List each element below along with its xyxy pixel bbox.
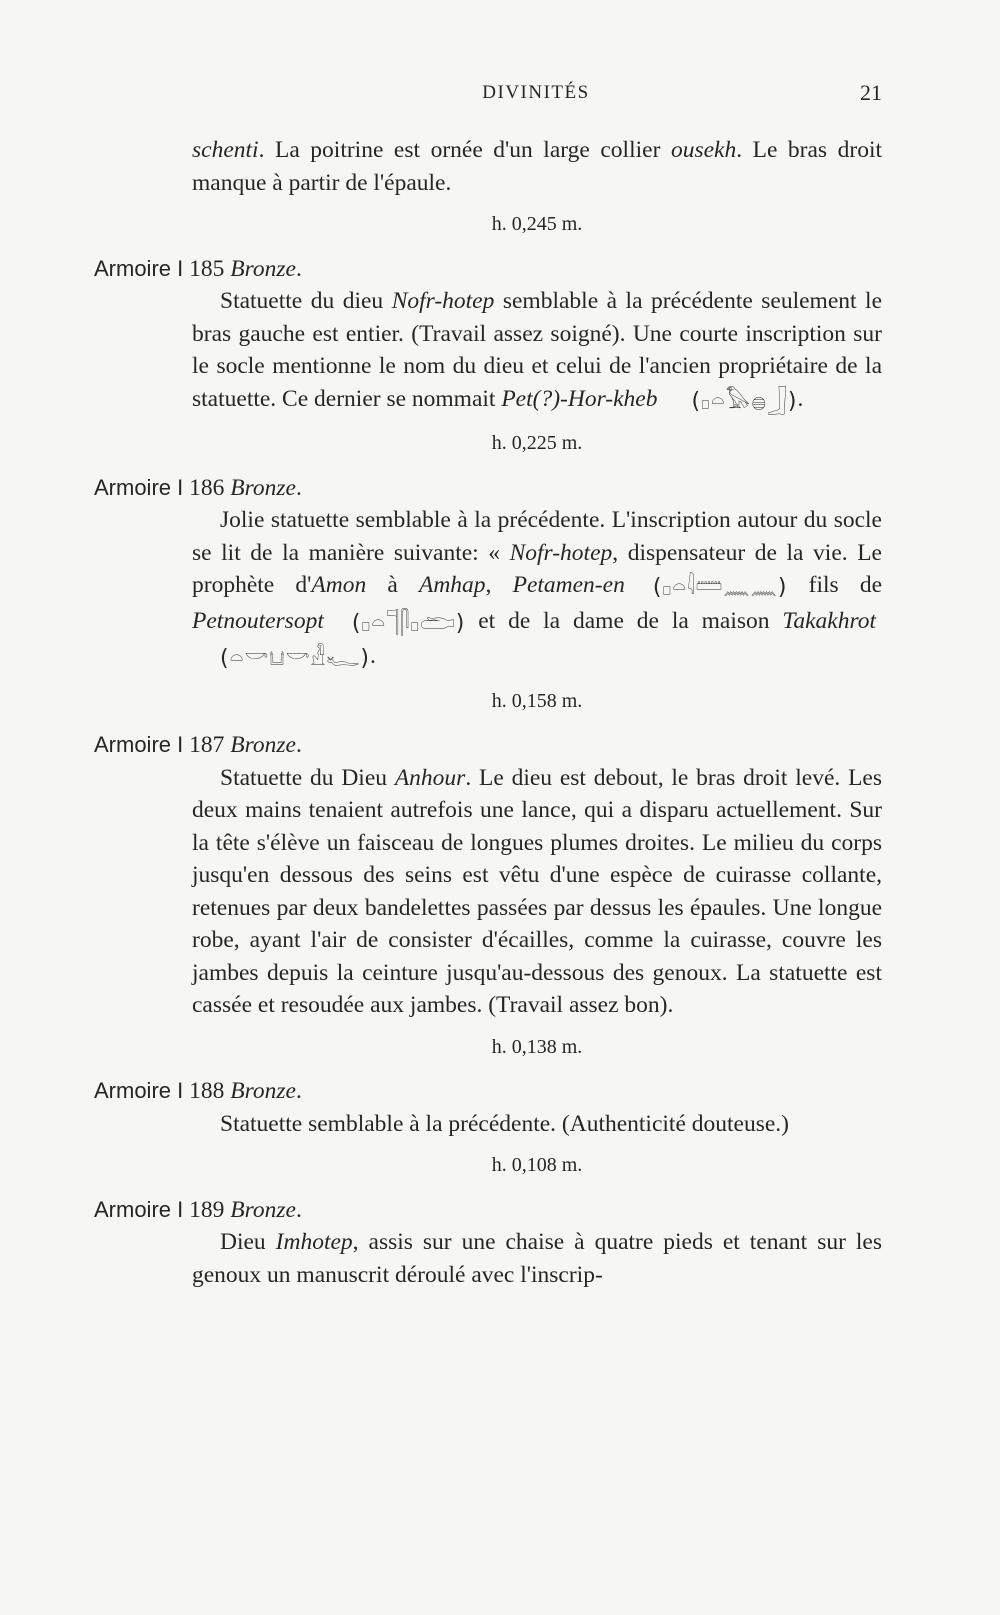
term: Pet(?)-Hor-kheb xyxy=(501,385,658,412)
term: Takakhrot xyxy=(782,607,876,634)
term: Imhotep xyxy=(275,1229,353,1255)
term: Petnoutersopt xyxy=(192,607,324,634)
term: ousekh xyxy=(670,137,737,163)
entry-heading-187: Armoire I 187 Bronze. xyxy=(94,732,302,758)
intro-paragraph: schenti. La poitrine est ornée d'un large collier ousekh. Le bras droit manque à partir de l'épaule. xyxy=(192,137,882,196)
entry-text-189: Dieu Imhotep, assis sur une chaise à quatre pieds et tenant sur les genoux un manuscrit déroulé avec l'inscrip- xyxy=(192,1229,882,1288)
term: schenti xyxy=(192,137,259,163)
hieroglyph-cartouche: (𓏏𓎡𓂓𓎡𓁐𓆑) xyxy=(220,646,370,671)
term: Nofr-hotep xyxy=(391,288,495,314)
entry-heading-189: Armoire I 189 Bronze. xyxy=(94,1196,302,1223)
hieroglyph-cartouche: (𓊪𓏏𓇋𓏠𓈖𓈖) xyxy=(652,575,788,600)
entry-heading-186: Armoire I 186 Bronze. xyxy=(94,474,302,501)
running-header xyxy=(190,78,882,112)
entry-heading-188: Armoire I 188 Bronze. xyxy=(94,1078,302,1104)
hieroglyph-cartouche: (𓊪𓏏𓅃𓐍𓃀) xyxy=(691,388,798,414)
catalogue-text xyxy=(94,134,883,1291)
height-measure: h. 0,138 m. xyxy=(491,1035,583,1058)
height-measure: h. 0,245 m. xyxy=(491,213,583,235)
term: Amhap xyxy=(418,572,486,598)
page-number: 21 xyxy=(860,80,882,105)
height-measure: h. 0,225 m. xyxy=(491,432,583,454)
hieroglyph-cartouche: (𓊪𓏏𓊹𓋴𓊪𓂧) xyxy=(351,610,466,636)
height-measure: h. 0,158 m. xyxy=(491,689,583,712)
running-title: DIVINITÉS xyxy=(482,82,590,103)
height-measure: h. 0,108 m. xyxy=(491,1154,583,1176)
term: Petamen-en xyxy=(512,572,625,598)
entry-text-188: Statuette semblable à la précédente. (Authenticité douteuse.) xyxy=(220,1110,789,1137)
entry-text-187: Statuette du Dieu Anhour. Le dieu est debout, le bras droit levé. Les deux mains tenaient autrefois une lance, qui a disparu actuellement. Sur la tête s'élève un faisceau de longues plumes droites. Le milieu du corps jusqu'en dessous des seins est vêtu d'une espèce de cuirasse collante, retenues par deux bandelettes passées par dessus les épaules. Une longue robe, ayant l'air de consister d'écailles, comme la cuirasse, couvre les jambes depuis la ceinture jusqu'au-dessous des genoux. La statuette est cassée et resoudée aux jambes. (Travail assez bon). xyxy=(192,764,882,1018)
entry-text-185: Statuette du dieu Nofr-hotep semblable à la précédente seulement le bras gauche est entier. (Travail assez soigné). Une courte inscription sur le socle mentionne le nom du dieu et celui de l'ancien propriétaire de la statuette. Ce dernier se nommait Pet(?)-Hor-kheb (𓊪𓏏𓅃𓐍𓃀). xyxy=(192,285,882,418)
term: Anhour xyxy=(394,764,466,791)
entry-heading-185: Armoire I 185 Bronze. xyxy=(94,255,302,282)
term: Amon xyxy=(311,572,367,598)
entry-text-186: Jolie statuette semblable à la précédente. L'inscription autour du socle se lit de la manière suivante: « Nofr-hotep, dispensateur de la vie. Le prophète d'Amon à Amhap, Petamen-en (𓊪𓏏𓇋𓏠𓈖𓈖) fils de Petnoutersopt (𓊪𓏏𓊹𓋴𓊪𓂧) et de la dame de la maison Takakhrot(𓏏𓎡𓂓𓎡𓁐𓆑). xyxy=(192,504,882,676)
term: Nofr-hotep xyxy=(509,539,613,566)
